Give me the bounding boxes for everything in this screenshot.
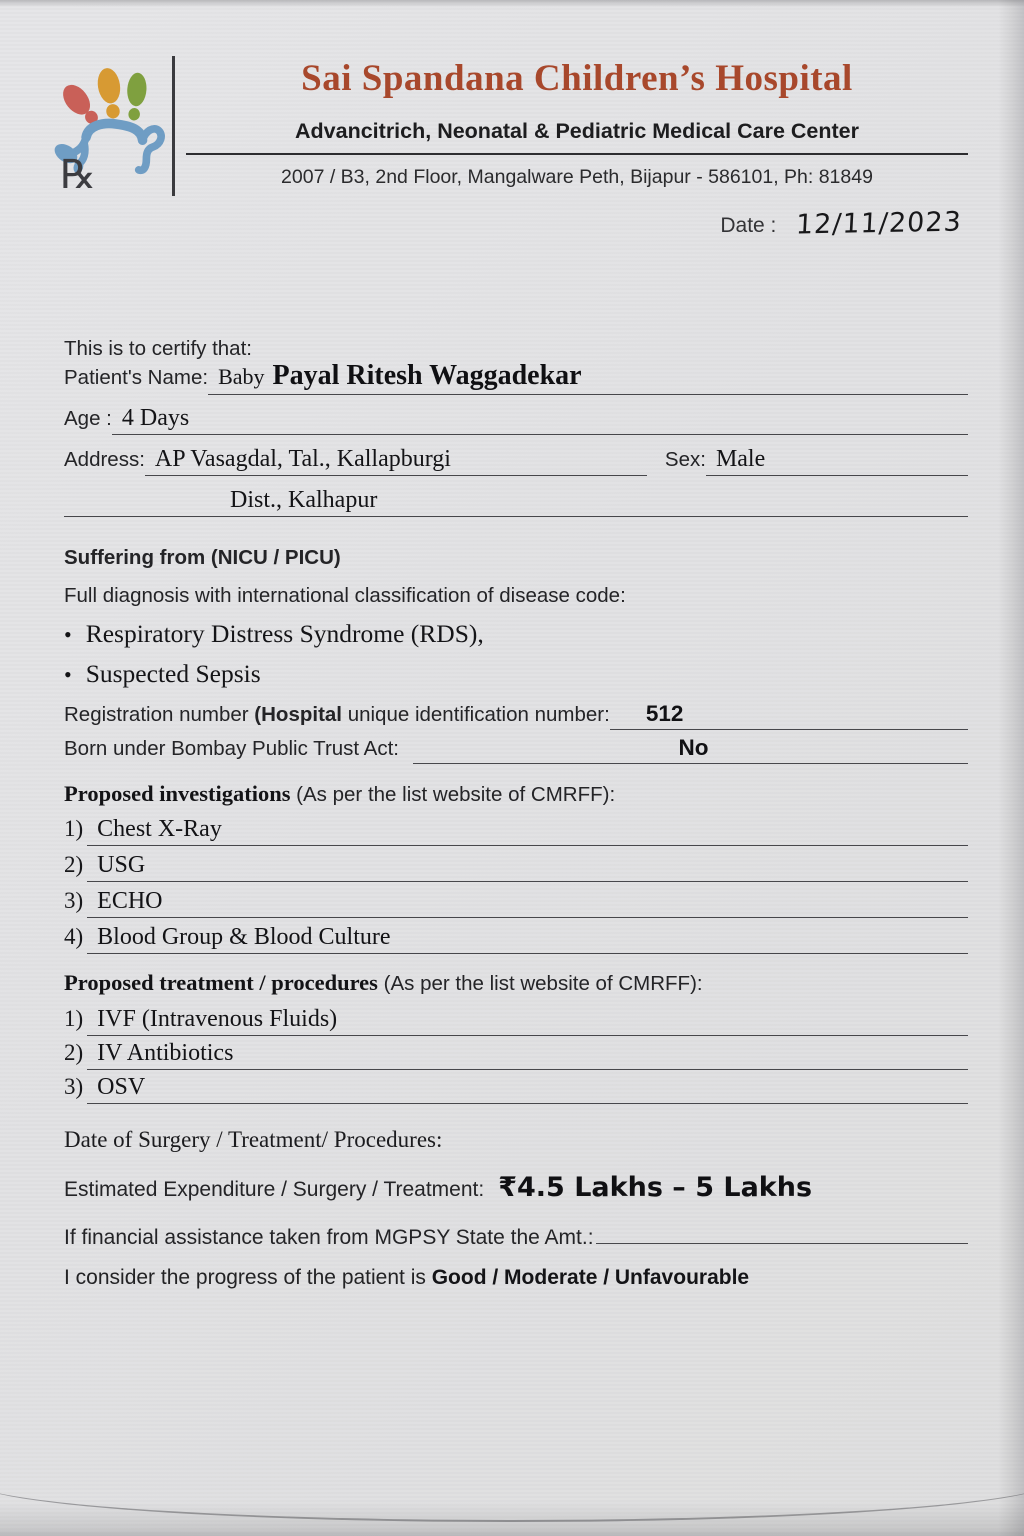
treatment-value: IV Antibiotics: [97, 1040, 234, 1066]
age-value: 4 Days: [121, 405, 190, 431]
investigation-value: USG: [97, 852, 146, 878]
sex-value: Male: [715, 446, 766, 472]
full-diagnosis-row: [64, 584, 968, 608]
diagnosis-item-row: [64, 659, 968, 689]
investigation-item-row: [64, 852, 968, 882]
registration-value: 512: [645, 701, 684, 726]
patient-name-field: [208, 360, 968, 395]
diagnosis-item-text: Respiratory Distress Syndrome (RDS),: [85, 619, 484, 648]
registration-field: [610, 701, 968, 730]
address-value: AP Vasagdal, Tal., Kallapburgi: [154, 446, 451, 472]
progress-options: Good / Moderate / Unfavourable: [431, 1266, 750, 1289]
investigation-value: Blood Group & Blood Culture: [97, 924, 391, 950]
treatment-item-row: [64, 1074, 968, 1104]
date-row: [720, 208, 962, 239]
suffering-row: [64, 546, 968, 570]
address-label: Address:: [64, 448, 145, 471]
treatment-title-row: [64, 970, 968, 996]
sex-label: Sex:: [664, 448, 706, 471]
investigations-title-row: [64, 781, 968, 807]
investigation-value: Chest X-Ray: [97, 816, 222, 842]
patient-name-row: [64, 360, 968, 395]
investigation-item-row: [64, 816, 968, 846]
diagnosis-item: [64, 619, 484, 649]
investigation-field: [87, 924, 968, 954]
address-field-2: [64, 487, 968, 517]
hospital-name: Sai Spandana Children’s Hospital: [301, 58, 853, 99]
registration-row: [64, 701, 968, 730]
item-number: 3): [64, 1074, 84, 1099]
surgery-date-label: Date of Surgery / Treatment/ Procedures:: [64, 1127, 443, 1152]
header: [186, 60, 968, 189]
date-value: 12/11/2023: [795, 206, 963, 241]
patient-name-value: Payal Ritesh Waggadekar: [272, 360, 582, 391]
diagnosis-item-text: Suspected Sepsis: [85, 659, 261, 688]
age-label: Age :: [64, 407, 112, 430]
expenditure-value: ₹4.5 Lakhs – 5 Lakhs: [498, 1172, 813, 1203]
born-under-row: [64, 735, 968, 764]
diagnosis-item-row: [64, 619, 968, 649]
certify-intro-row: [64, 337, 968, 361]
paper-bottom-shadow: [0, 1502, 1024, 1536]
sex-field: [706, 446, 968, 476]
item-number: 4): [64, 924, 84, 949]
certify-intro: This is to certify that:: [64, 337, 252, 360]
progress-statement: I consider the progress of the patient is Good / Moderate / Unfavourable: [64, 1266, 750, 1289]
header-divider: [172, 56, 175, 196]
progress-row: [64, 1266, 968, 1290]
item-number: 1): [64, 816, 84, 841]
treatment-item-row: [64, 1040, 968, 1070]
treatment-field: [87, 1040, 968, 1070]
address-row-2: [64, 487, 968, 517]
born-under-label: Born under Bombay Public Trust Act:: [64, 737, 399, 760]
address-row: [64, 446, 968, 476]
item-number: 1): [64, 1006, 84, 1031]
item-number: 2): [64, 1040, 84, 1065]
investigation-item-row: [64, 888, 968, 918]
address-value-2: Dist., Kalhapur: [230, 487, 378, 513]
treatment-value: IVF (Intravenous Fluids): [97, 1006, 338, 1032]
expenditure-row: [64, 1172, 968, 1203]
born-under-field: [413, 735, 968, 764]
bullet-icon: •: [64, 622, 72, 647]
item-number: 3): [64, 888, 84, 913]
patient-name-label: Patient's Name:: [64, 366, 209, 389]
investigation-field: [87, 888, 968, 918]
assistance-label: If financial assistance taken from MGPSY State the Amt.:: [64, 1226, 594, 1249]
hospital-address: 2007 / B3, 2nd Floor, Mangalware Peth, Bijapur - 586101, Ph: 81849: [281, 165, 873, 188]
full-diagnosis-label: Full diagnosis with international classification of disease code:: [64, 584, 626, 607]
investigation-value: ECHO: [97, 888, 163, 914]
treatment-value: OSV: [97, 1074, 146, 1100]
paper-right-edge: [998, 0, 1024, 1536]
diagnosis-item: [64, 659, 261, 689]
treatment-title: Proposed treatment / procedures (As per the list website of CMRFF):: [64, 970, 703, 995]
patient-name-prefix: Baby: [218, 364, 265, 389]
investigations-title: Proposed investigations (As per the list website of CMRFF):: [64, 781, 616, 806]
assistance-amount-field: [596, 1233, 968, 1244]
born-under-value: No: [678, 735, 709, 760]
investigation-field: [87, 852, 968, 882]
investigation-item-row: [64, 924, 968, 954]
rx-icon: ℞: [60, 152, 96, 198]
address-field: [145, 446, 647, 476]
assistance-row: [64, 1226, 968, 1250]
age-field: [112, 405, 968, 435]
hospital-subtitle: Advancitrich, Neonatal & Pediatric Medical Care Center: [295, 118, 859, 143]
registration-label: Registration number (Hospital unique identification number:: [64, 703, 610, 726]
treatment-item-row: [64, 1006, 968, 1036]
investigation-field: [87, 816, 968, 846]
treatment-field: [87, 1006, 968, 1036]
surgery-date-row: [64, 1127, 968, 1153]
treatment-field: [87, 1074, 968, 1104]
paper-top-shadow: [0, 0, 1024, 7]
expenditure-label: Estimated Expenditure / Surgery / Treatment:: [64, 1178, 485, 1201]
suffering-label: Suffering from (NICU / PICU): [64, 546, 341, 569]
item-number: 2): [64, 852, 84, 877]
header-rule: [186, 153, 968, 155]
age-row: [64, 405, 968, 435]
bullet-icon: •: [64, 662, 72, 687]
date-label: Date :: [720, 214, 777, 237]
